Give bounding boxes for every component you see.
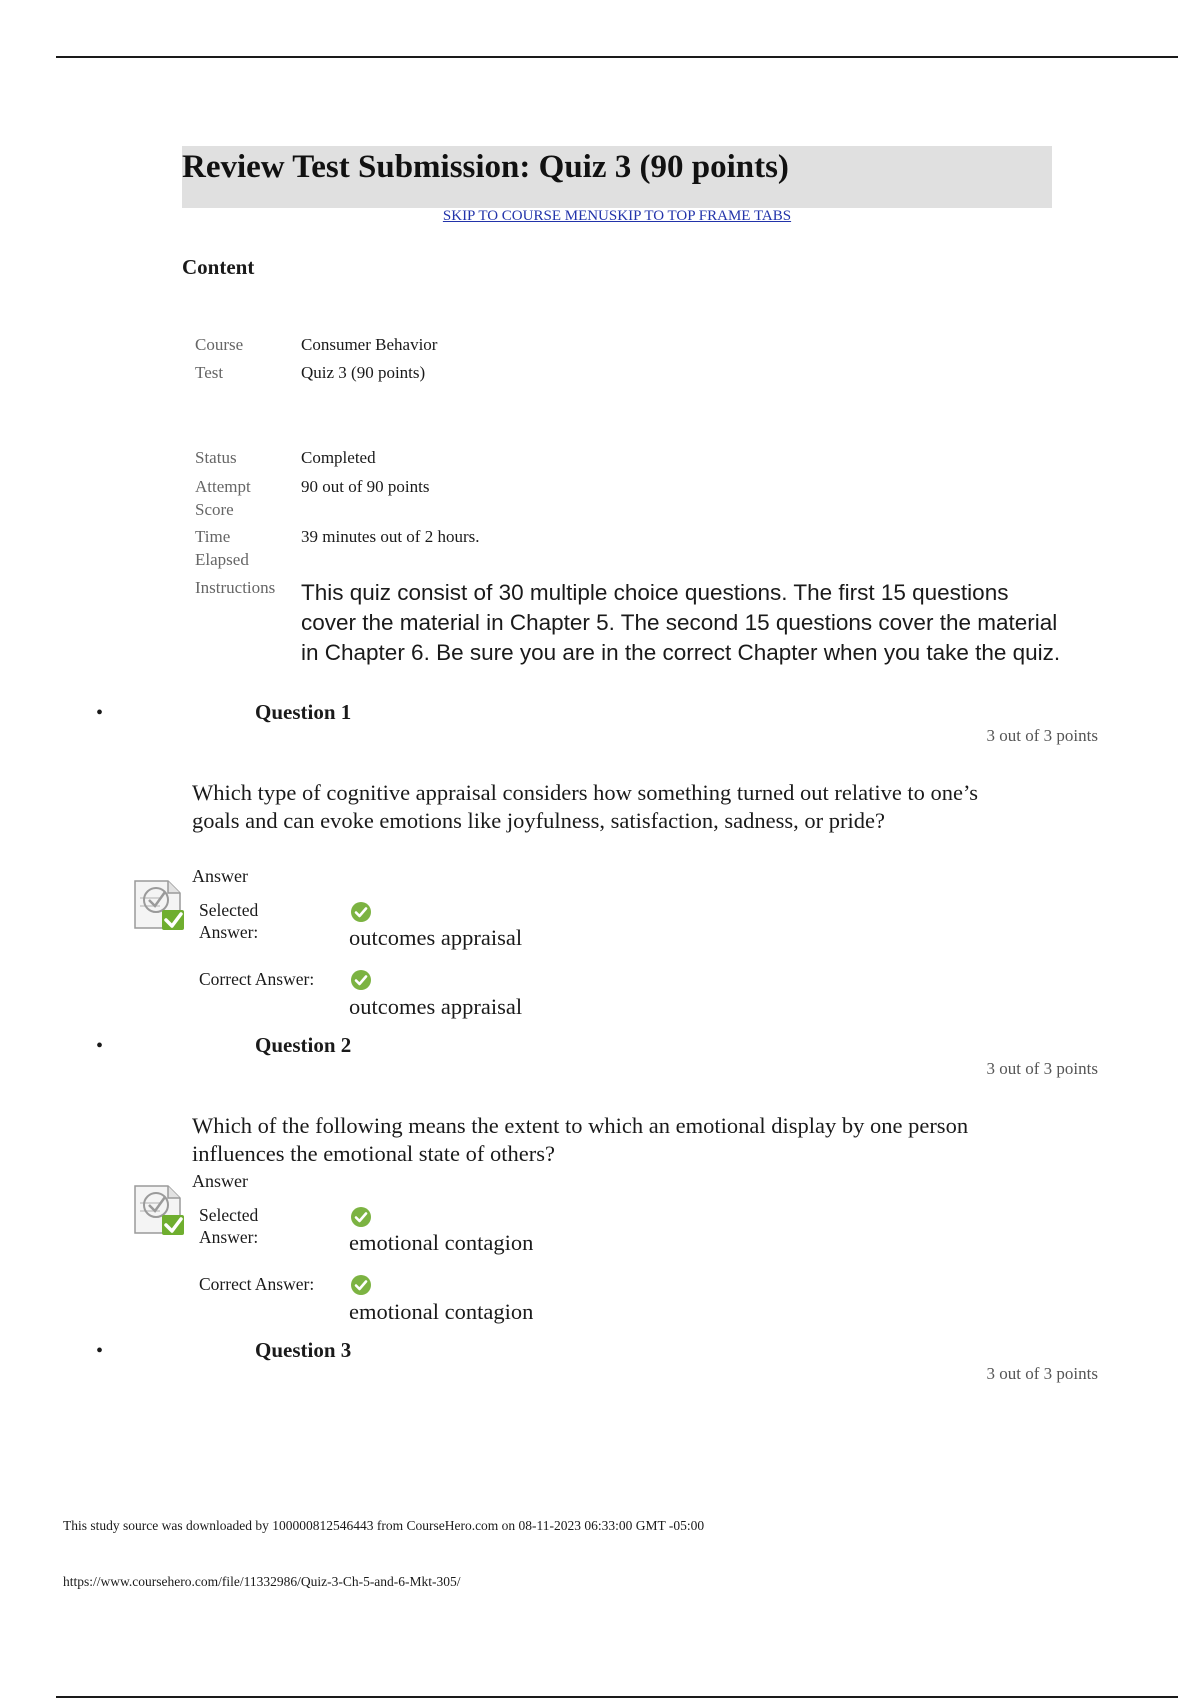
question-1-correct-label: Correct Answer: [199, 969, 315, 989]
content-heading: Content [182, 255, 255, 279]
question-2-selected-label: Selected Answer: [199, 1205, 259, 1247]
question-2-selected-check-icon [350, 1206, 372, 1228]
status-label: Status [195, 448, 237, 467]
question-2-correct-answer: emotional contagion [349, 1299, 534, 1324]
question-3-points: 3 out of 3 points [986, 1364, 1098, 1383]
page-title-bar [182, 146, 1052, 208]
time-label: Time Elapsed [195, 527, 249, 569]
status-value: Completed [301, 448, 376, 467]
question-1-text: Which type of cognitive appraisal considers how something turned out relative to one’s goals and can evoke emotions like joyfulness, satisfaction, sadness, or pride? [192, 780, 979, 833]
instructions-label: Instructions [195, 578, 276, 597]
question-1-selected-label: Selected Answer: [199, 900, 259, 942]
question-2-bullet: • [96, 1035, 104, 1057]
question-1-heading: Question 1 [255, 700, 352, 724]
question-2-correct-badge-icon [132, 1183, 188, 1239]
question-3-heading: Question 3 [255, 1338, 352, 1362]
question-2-answer-label: Answer [192, 1171, 248, 1191]
download-source-notice: This study source was downloaded by 100000812546443 from CourseHero.com on 08-11-2023 06:33:00 GMT -05:00 [63, 1518, 705, 1533]
score-label: Attempt Score [195, 477, 251, 519]
question-1-answer-label: Answer [192, 866, 248, 886]
question-3-bullet: • [96, 1340, 104, 1362]
question-1-selected-check-icon [350, 901, 372, 923]
question-2-points: 3 out of 3 points [986, 1059, 1098, 1078]
question-2-correct-label: Correct Answer: [199, 1274, 315, 1294]
skip-navigation-link[interactable]: SKIP TO COURSE MENUSKIP TO TOP FRAME TABS [442, 208, 792, 224]
score-value: 90 out of 90 points [301, 477, 430, 496]
question-2-text: Which of the following means the extent to which an emotional display by one person influences the emotional state of others? [192, 1113, 969, 1166]
question-2-heading: Question 2 [255, 1033, 352, 1057]
question-1-selected-answer: outcomes appraisal [349, 925, 523, 950]
course-label: Course [195, 335, 244, 354]
bottom-rule [56, 1696, 1178, 1698]
course-value: Consumer Behavior [301, 335, 438, 354]
page-title: Review Test Submission: Quiz 3 (90 points) [182, 149, 789, 185]
question-1-correct-check-icon [350, 969, 372, 991]
question-2-selected-answer: emotional contagion [349, 1230, 534, 1255]
instructions-value: This quiz consist of 30 multiple choice questions. The first 15 questions cover the material in Chapter 5. The second 15 questions cover the material in Chapter 6. Be sure you are in the correct Chapter when you take the quiz. [301, 580, 1061, 665]
question-1-bullet: • [96, 702, 104, 724]
top-rule [56, 56, 1178, 58]
source-url: https://www.coursehero.com/file/11332986/Quiz-3-Ch-5-and-6-Mkt-305/ [63, 1574, 461, 1589]
test-value: Quiz 3 (90 points) [301, 363, 426, 382]
question-1-correct-badge-icon [132, 878, 188, 934]
question-1-points: 3 out of 3 points [986, 726, 1098, 745]
question-1-correct-answer: outcomes appraisal [349, 994, 523, 1019]
time-value: 39 minutes out of 2 hours. [301, 527, 480, 546]
question-2-correct-check-icon [350, 1274, 372, 1296]
test-label: Test [195, 363, 224, 382]
